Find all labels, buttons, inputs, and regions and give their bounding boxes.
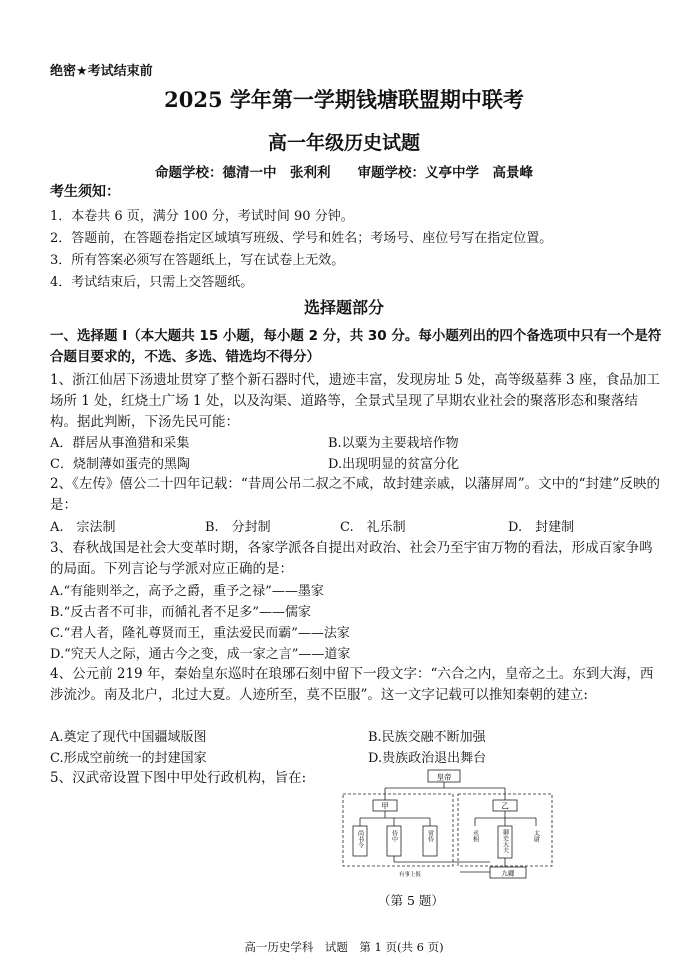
jiuqing-label: 九卿: [501, 869, 515, 878]
report-label: 有事上报: [398, 872, 422, 878]
figure-caption: （第 5 题）: [378, 893, 444, 908]
option-b: B.民族交融不断加强: [368, 730, 486, 745]
option-d: D.贵族政治退出舞台: [368, 751, 487, 766]
option-c: C. 礼乐制: [340, 520, 406, 535]
page-footer: 高一历史学科 试题 第 1 页(共 6 页): [244, 940, 444, 954]
option-b: B. 分封制: [205, 520, 271, 535]
question-1-stem: 1、浙江仙居下汤遗址贯穿了整个新石器时代，遗迹丰富，发现房址 5 处，高等级墓葬 3 座，食品加工场所 1 处，红烧土广场 1 处，以及沟渠、道路等，全景式呈现了早期农业社会的聚落形态和聚落结构。据此判断，下汤先民可能：: [50, 372, 660, 430]
option-b: B.“反古者不可非，而循礼者不足多”——儒家: [50, 605, 311, 620]
question-4-stem: 4、公元前 219 年，秦始皇东巡时在琅琊石刻中留下一段文字：“六合之内，皇帝之土。东到大海，西涉流沙。南及北户，北过大夏。人迹所至，莫不臣服”。这一文字记载可以推知秦朝的建立:: [50, 666, 654, 703]
option-d: D. 封建制: [508, 520, 575, 535]
emperor-label: 皇帝: [436, 772, 452, 782]
left-item-1: 尚书令: [356, 830, 364, 848]
secret-mark: 绝密★考试结束前: [50, 64, 153, 79]
option-a: A.奠定了现代中国疆域版图: [50, 730, 207, 745]
exam-subtitle: 高一年级历史试题: [267, 132, 420, 154]
org-chart-figure: [340, 768, 555, 888]
option-d: D.出现明显的贫富分化: [328, 457, 460, 472]
notice-item: 2．答题前，在答题卷指定区域填写班级、学号和姓名；考场号、座位号写在指定位置。: [50, 231, 553, 246]
question-5-stem: 5、汉武帝设置下图中甲处行政机构，旨在:: [50, 770, 307, 786]
option-a: A．群居从事渔猎和采集: [50, 436, 190, 451]
notice-item: 4．考试结束后，只需上交答题纸。: [50, 275, 254, 290]
option-d: D.“究天人之际，通古今之变，成一家之言”——道家: [50, 647, 351, 662]
right-item-3: 太尉: [532, 830, 540, 842]
notice-item: 1．本卷共 6 页，满分 100 分，考试时间 90 分钟。: [50, 209, 354, 224]
option-c: C.“君人者，隆礼尊贤而王，重法爱民而霸”——法家: [50, 626, 350, 641]
option-a: A.“有能则举之，高予之爵，重予之禄”——墨家: [50, 584, 324, 599]
notice-heading: 考生须知：: [50, 184, 120, 200]
jia-label: 甲: [381, 801, 389, 811]
notice-item: 3．所有答案必须写在答题纸上，写在试卷上无效。: [50, 253, 345, 268]
option-c: C.形成空前统一的封建国家: [50, 751, 207, 766]
right-item-2: 御史大夫: [501, 829, 509, 853]
option-a: A. 宗法制: [50, 520, 116, 535]
exam-title: 2025 学年第一学期钱塘联盟期中联考: [164, 87, 524, 112]
left-item-2: 侍中: [390, 830, 398, 842]
section-title: 选择题部分: [303, 298, 384, 317]
option-b: B.以粟为主要栽培作物: [328, 436, 459, 451]
authors-line: 命题学校：德清一中 张利利 审题学校：义亭中学 高景峰: [155, 165, 533, 181]
left-item-3: 常侍: [426, 830, 434, 842]
question-2-stem: 2、《左传》僖公二十四年记载：“昔周公吊二叔之不咸，故封建亲戚，以藩屏周”。文中的“封建”反映的是：: [50, 476, 660, 513]
section-intro: 一、选择题 I（本大题共 15 小题，每小题 2 分，共 30 分。每小题列出的四个备选项中只有一个是符合题目要求的，不选、多选、错选均不得分）: [50, 328, 662, 365]
question-3-stem: 3、春秋战国是社会大变革时期，各家学派各自提出对政治、社会乃至宇宙万物的看法，形成百家争鸣的局面。下列言论与学派对应正确的是：: [50, 540, 653, 577]
option-c: C．烧制薄如蛋壳的黑陶: [50, 457, 190, 472]
yi-label: 乙: [501, 801, 509, 811]
right-item-1: 丞相: [471, 830, 479, 842]
